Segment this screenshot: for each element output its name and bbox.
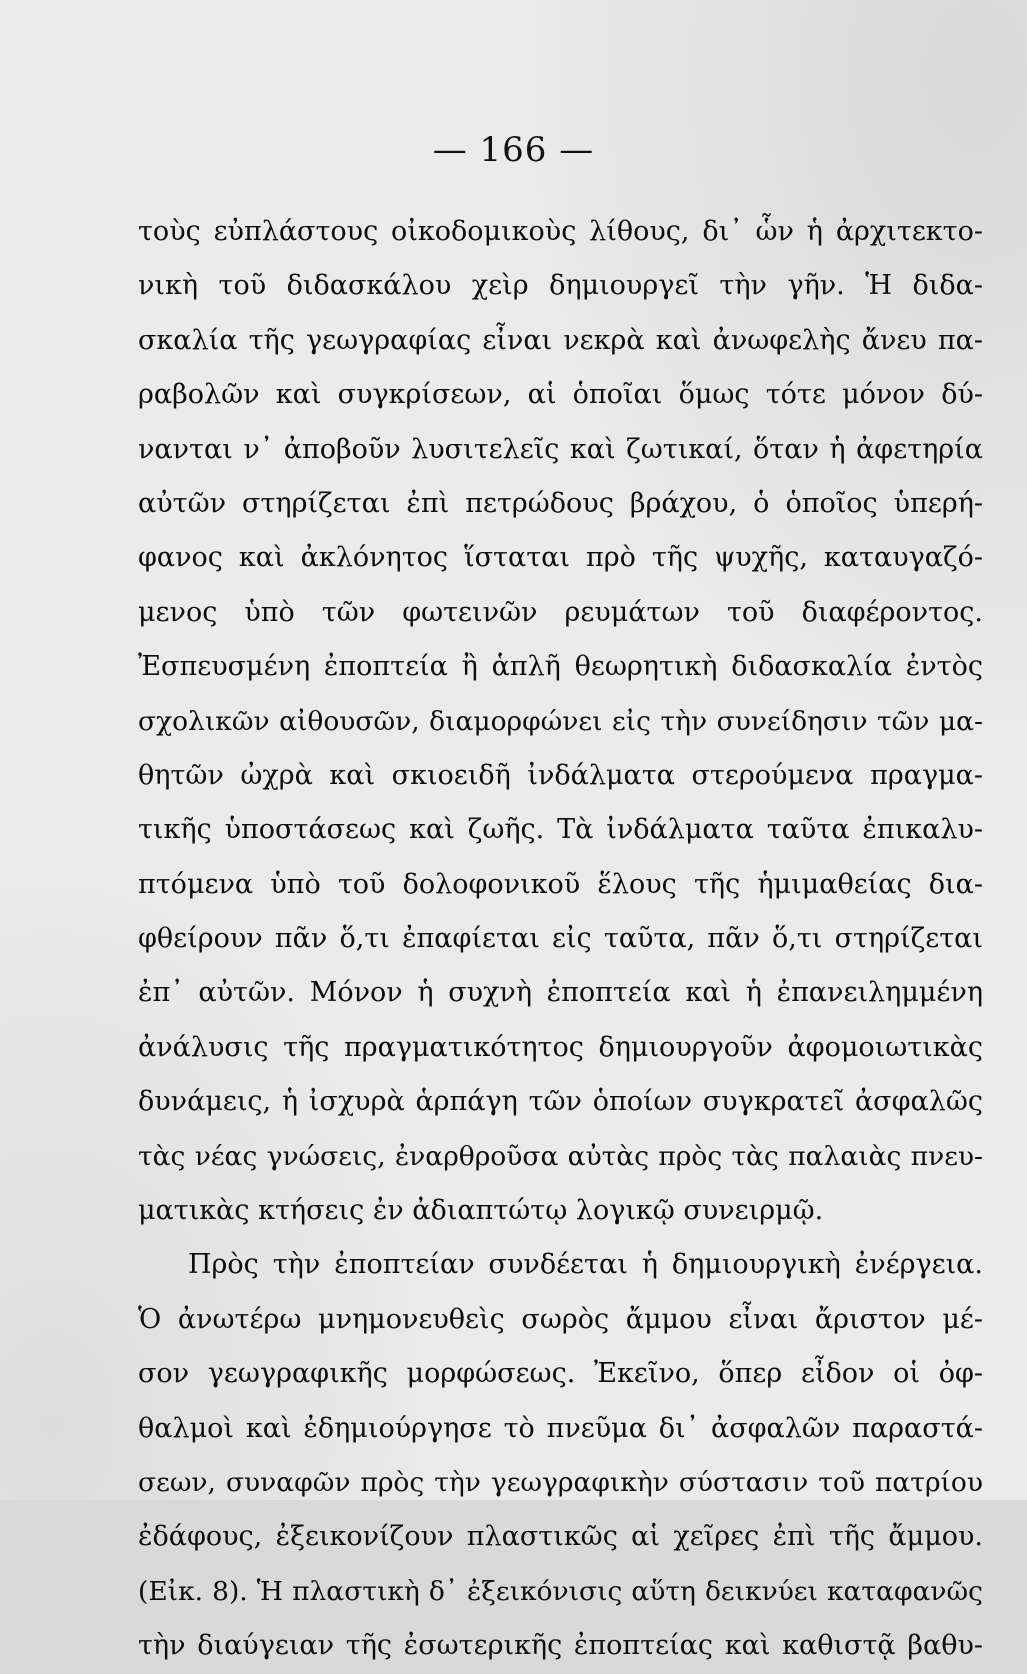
text-line: σκαλία τῆς γεωγραφίας εἶναι νεκρὰ καὶ ἀνωφελὴς ἄνευ πα-: [138, 324, 983, 356]
text-line: αὐτῶν στηρίζεται ἐπὶ πετρώδους βράχου, ὁ ὁποῖος ὑπερή-: [138, 487, 983, 519]
text-line: δυνάμεις, ἡ ἰσχυρὰ ἁρπάγη τῶν ὁποίων συγκρατεῖ ἀσφαλῶς: [138, 1086, 983, 1118]
text-line: ἐπ᾽ αὐτῶν. Μόνον ἡ συχνὴ ἐποπτεία καὶ ἡ ἐπανειλημμένη: [138, 977, 983, 1009]
text-line: (Εἰκ. 8). Ἡ πλαστικὴ δ᾽ ἐξεικόνισις αὕτη δεικνύει καταφανῶς: [138, 1575, 983, 1607]
page-number: — 166 —: [432, 130, 595, 170]
text-line: τὰς νέας γνώσεις, ἐναρθροῦσα αὐτὰς πρὸς τὰς παλαιὰς πνευ-: [138, 1140, 983, 1172]
text-line: ραβολῶν καὶ συγκρίσεων, αἱ ὁποῖαι ὅμως τότε μόνον δύ-: [138, 379, 983, 411]
text-line: σεων, συναφῶν πρὸς τὴν γεωγραφικὴν σύστασιν τοῦ πατρίου: [138, 1466, 983, 1498]
text-line: μενος ὑπὸ τῶν φωτεινῶν ρευμάτων τοῦ διαφέροντος.: [138, 596, 983, 628]
body-text: [138, 205, 983, 1674]
text-line: Πρὸς τὴν ἐποπτείαν συνδέεται ἡ δημιουργικὴ ἐνέργεια.: [188, 1249, 983, 1281]
text-line: τοὺς εὐπλάστους οἰκοδομικοὺς λίθους, δι᾽ ὧν ἡ ἀρχιτεκτο-: [138, 216, 983, 247]
text-line: θητῶν ὠχρὰ καὶ σκιοειδῆ ἰνδάλματα στερούμενα πραγμα-: [138, 759, 983, 791]
text-line: νικὴ τοῦ διδασκάλου χεὶρ δημιουργεῖ τὴν γῆν. Ἡ διδα-: [138, 270, 983, 302]
text-line: φθείρουν πᾶν ὅ,τι ἐπαφίεται εἰς ταῦτα, πᾶν ὅ,τι στηρίζεται: [138, 923, 983, 955]
text-line: ματικὰς κτήσεις ἐν ἀδιαπτώτῳ λογικῷ συνειρμῷ.: [138, 1195, 824, 1227]
text-line: σχολικῶν αἰθουσῶν, διαμορφώνει εἰς τὴν συνείδησιν τῶν μα-: [138, 705, 983, 737]
text-line: νανται ν᾽ ἀποβοῦν λυσιτελεῖς καὶ ζωτικαί, ὅταν ἡ ἀφετηρία: [138, 433, 983, 465]
text-line: πτόμενα ὑπὸ τοῦ δολοφονικοῦ ἕλους τῆς ἡμιμαθείας δια-: [138, 868, 983, 900]
text-line: σον γεωγραφικῆς μορφώσεως. Ἐκεῖνο, ὅπερ εἶδον οἱ ὀφ-: [138, 1358, 983, 1390]
text-line: Ὁ ἀνωτέρω μνημονευθεὶς σωρὸς ἄμμου εἶναι ἄριστον μέ-: [138, 1303, 983, 1335]
text-line: θαλμοὶ καὶ ἐδημιούργησε τὸ πνεῦμα δι᾽ ἀσφαλῶν παραστά-: [138, 1412, 983, 1444]
text-line: τὴν διαύγειαν τῆς ἐσωτερικῆς ἐποπτείας καὶ καθιστᾷ βαθυ-: [138, 1630, 983, 1662]
text-line: ἐδάφους, ἐξεικονίζουν πλαστικῶς αἱ χεῖρες ἐπὶ τῆς ἄμμου.: [138, 1521, 983, 1553]
text-line: Ἐσπευσμένη ἐποπτεία ἢ ἁπλῆ θεωρητικὴ διδασκαλία ἐντὸς: [138, 651, 983, 683]
text-line: φανος καὶ ἀκλόνητος ἵσταται πρὸ τῆς ψυχῆς, καταυγαζό-: [138, 542, 983, 574]
text-line: ἀνάλυσις τῆς πραγματικότητος δημιουργοῦν ἀφομοιωτικὰς: [138, 1031, 983, 1063]
text-line: τικῆς ὑποστάσεως καὶ ζωῆς. Τὰ ἰνδάλματα ταῦτα ἐπικαλυ-: [138, 814, 983, 846]
